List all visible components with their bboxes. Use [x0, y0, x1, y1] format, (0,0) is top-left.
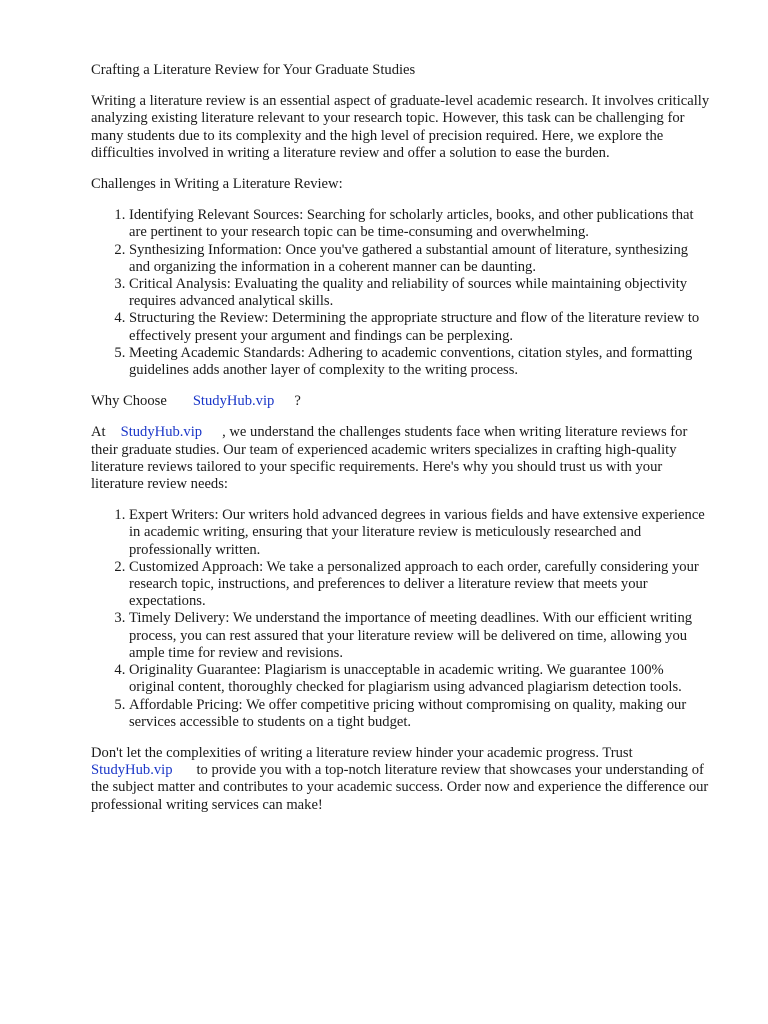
why-prefix: Why Choose	[91, 393, 167, 410]
why-suffix: ?	[294, 393, 301, 410]
challenge-item: 5. Meeting Academic Standards: Adhering to academic conventions, citation styles, and formatting guidelines adds another layer of complexity to the writing process.	[129, 345, 711, 379]
studyhub-link[interactable]: StudyHub.vip	[91, 762, 173, 779]
closing-paragraph	[91, 745, 711, 814]
benefits-list	[91, 507, 711, 731]
benefit-item: 3. Timely Delivery: We understand the importance of meeting deadlines. With our efficient writing process, you can rest assured that your literature review will be delivered on time, allowing you ample time for review and revisions.	[129, 610, 711, 662]
challenge-item: 1. Identifying Relevant Sources: Searching for scholarly articles, books, and other publications that are pertinent to your research topic can be time-consuming and overwhelming.	[129, 207, 711, 241]
studyhub-link[interactable]: StudyHub.vip	[192, 393, 275, 410]
why-choose-heading	[91, 393, 711, 410]
intro-paragraph: Writing a literature review is an essential aspect of graduate-level academic research. It involves critically analyzing existing literature relevant to your research topic. However, this task can be challenging for many students due to its complexity and the high level of precision required. Here, we explore the difficulties involved in writing a literature review and offer a solution to ease the burden.	[91, 93, 710, 161]
challenge-item: 3. Critical Analysis: Evaluating the quality and reliability of sources while maintaining objectivity requires advanced analytical skills.	[129, 276, 711, 310]
studyhub-link[interactable]: StudyHub.vip	[120, 424, 203, 441]
document-title: Crafting a Literature Review for Your Graduate Studies	[91, 62, 416, 78]
closing-text: to provide you with a top-notch literature review that showcases your understanding of the subject matter and contributes to your academic success. Order now and experience the difference our professional writing services can make!	[91, 762, 709, 813]
challenge-item: 2. Synthesizing Information: Once you've gathered a substantial amount of literature, synthesizing and organizing the information in a coherent manner can be daunting.	[129, 242, 711, 276]
benefit-item: 1. Expert Writers: Our writers hold advanced degrees in various fields and have extensive experience in academic writing, ensuring that your literature review is meticulously researched and professionally written.	[129, 507, 711, 559]
closing-prefix: Don't let the complexities of writing a literature review hinder your academic progress. Trust	[91, 744, 633, 761]
document-page	[91, 62, 711, 828]
at-prefix: At	[91, 424, 106, 441]
challenge-item: 4. Structuring the Review: Determining the appropriate structure and flow of the literature review to effectively present your argument and findings can be perplexing.	[129, 310, 711, 344]
benefit-item: 2. Customized Approach: We take a personalized approach to each order, carefully considering your research topic, instructions, and preferences to deliver a literature review that meets your expectations.	[129, 559, 711, 611]
benefit-item: 4. Originality Guarantee: Plagiarism is unacceptable in academic writing. We guarantee 100% original content, thoroughly checked for plagiarism using advanced plagiarism detection tools.	[129, 662, 711, 696]
at-paragraph	[91, 424, 711, 493]
at-text: , we understand the challenges students face when writing literature reviews for their graduate studies. Our team of experienced academic writers specializes in crafting high-quality literature reviews tailored to your specific requirements. Here's why you should trust us with your literature review needs:	[91, 424, 688, 493]
challenges-heading: Challenges in Writing a Literature Review:	[91, 176, 343, 193]
benefit-item: 5. Affordable Pricing: We offer competitive pricing without compromising on quality, making our services accessible to students on a tight budget.	[129, 697, 711, 731]
challenges-list	[91, 207, 711, 379]
